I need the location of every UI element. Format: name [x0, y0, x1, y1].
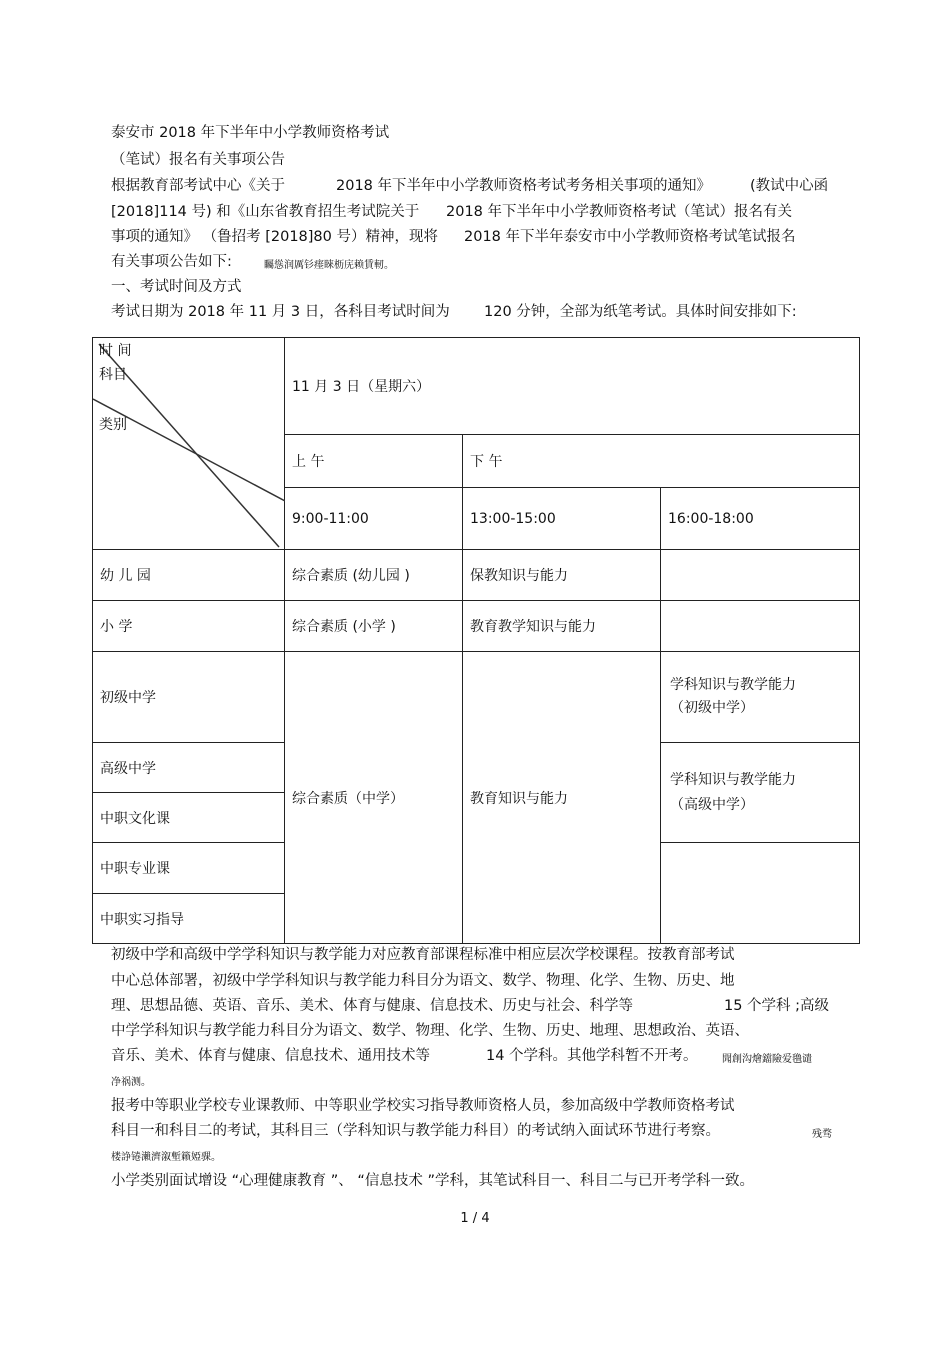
- morning-header: 上 午: [285, 435, 463, 488]
- cell-subject-2: 教育教学知识与能力: [463, 601, 661, 652]
- row-label-junior-high: 初级中学: [93, 652, 285, 743]
- row-label-kindergarten: 幼 儿 园: [93, 550, 285, 601]
- time-slot-2: 13:00-15:00: [463, 488, 661, 550]
- section-heading: 一、考试时间及方式: [111, 279, 242, 295]
- cell-empty: [661, 601, 860, 652]
- corner-label-category: 类别: [99, 417, 127, 433]
- garbled-text: 残骛: [812, 1129, 832, 1140]
- cell-subject-1: 综合素质 (小学 ): [285, 601, 463, 652]
- note-text: 理、思想品德、英语、音乐、美术、体育与健康、信息技术、历史与社会、科学等: [111, 998, 633, 1014]
- garbled-text: 聞創沟燴鐺險爱氇谴: [722, 1054, 812, 1065]
- note-text: 14 个学科。其他学科暂不开考。: [486, 1048, 698, 1064]
- row-label-voc-practice: 中职实习指导: [93, 894, 285, 944]
- intro-text: 2018 年下半年泰安市中小学教师资格考试笔试报名: [464, 229, 796, 245]
- intro-text: [2018]114 号) 和《山东省教育招生考试院关于: [111, 204, 420, 220]
- intro-text: 有关事项公告如下:: [111, 254, 232, 270]
- cell-subject-2: 保教知识与能力: [463, 550, 661, 601]
- cell-empty: [661, 843, 860, 944]
- note-text: 小学类别面试增设 “心理健康教育 ”、 “信息技术 ”学科，其笔试科目一、科目二与已开考学科一致。: [111, 1173, 754, 1189]
- table-corner-cell: [93, 338, 285, 550]
- row-label-voc-major: 中职专业课: [93, 843, 285, 894]
- row-label-senior-high: 高级中学: [93, 743, 285, 793]
- time-slot-1: 9:00-11:00: [285, 488, 463, 550]
- title-line-1: 泰安市 2018 年下半年中小学教师资格考试: [111, 125, 390, 141]
- intro-text: 事项的通知》 （鲁招考 [2018]80 号）精神，现将: [111, 229, 438, 245]
- corner-label-time: 时 间: [99, 343, 132, 359]
- row-label-primary: 小 学: [93, 601, 285, 652]
- cell-middle-subject-2: 教育知识与能力: [463, 652, 661, 944]
- page-number: 1 / 4: [460, 1211, 490, 1226]
- cell-junior-subject-3: [661, 652, 860, 743]
- note-text: 中学学科知识与教学能力科目分为语文、数学、物理、化学、生物、历史、地理、思想政治、英语、: [111, 1023, 749, 1039]
- cell-subject-1: 综合素质 (幼儿园 ): [285, 550, 463, 601]
- cell-text: 学科知识与教学能力: [670, 771, 796, 788]
- cell-middle-subject-1: 综合素质（中学）: [285, 652, 463, 944]
- note-text: 科目一和科目二的考试，其科目三（学科知识与教学能力科目）的考试纳入面试环节进行考察。: [111, 1123, 720, 1139]
- cell-senior-subject-3: [661, 743, 860, 843]
- intro-text: 根据教育部考试中心《关于: [111, 178, 285, 194]
- intro-text: 2018 年下半年中小学教师资格考试考务相关事项的通知》: [336, 178, 712, 194]
- note-text: 中心总体部署，初级中学学科知识与教学能力科目分为语文、数学、物理、化学、生物、历史、地: [111, 973, 735, 989]
- note-text: 音乐、美术、体育与健康、信息技术、通用技术等: [111, 1048, 430, 1064]
- intro-text: 2018 年下半年中小学教师资格考试（笔试）报名有关: [446, 204, 793, 220]
- section-text: 120 分钟，全部为纸笔考试。具体时间安排如下:: [484, 304, 797, 320]
- cell-empty: [661, 550, 860, 601]
- title-line-2: （笔试）报名有关事项公告: [111, 152, 285, 168]
- exam-schedule-table: [92, 337, 860, 944]
- intro-text: (教试中心函: [750, 178, 829, 194]
- note-text: 报考中等职业学校专业课教师、中等职业学校实习指导教师资格人员，参加高级中学教师资格考试: [111, 1098, 735, 1114]
- date-header: 11 月 3 日（星期六）: [285, 338, 860, 435]
- cell-text: （初级中学）: [670, 700, 754, 716]
- cell-text: 学科知识与教学能力: [670, 677, 796, 693]
- note-text: 15 个学科 ;高级: [724, 998, 830, 1014]
- cell-text: （高级中学）: [670, 796, 754, 813]
- row-label-voc-culture: 中职文化课: [93, 793, 285, 843]
- section-text: 考试日期为 2018 年 11 月 3 日，各科目考试时间为: [111, 304, 450, 320]
- garbled-text: 净祸测。: [111, 1077, 151, 1088]
- time-slot-3: 16:00-18:00: [661, 488, 860, 550]
- corner-label-subject: 科目: [99, 367, 127, 383]
- note-text: 初级中学和高级中学学科知识与教学能力对应教育部课程标准中相应层次学校课程。按教育部考试: [111, 947, 735, 963]
- garbled-text: 矚慫润厲钐瘗睞枥庑赖賃軔。: [264, 260, 394, 271]
- afternoon-header: 下 午: [463, 435, 860, 488]
- garbled-text: 楼諍锩瀨濟溆塹籟婭骒。: [111, 1152, 221, 1163]
